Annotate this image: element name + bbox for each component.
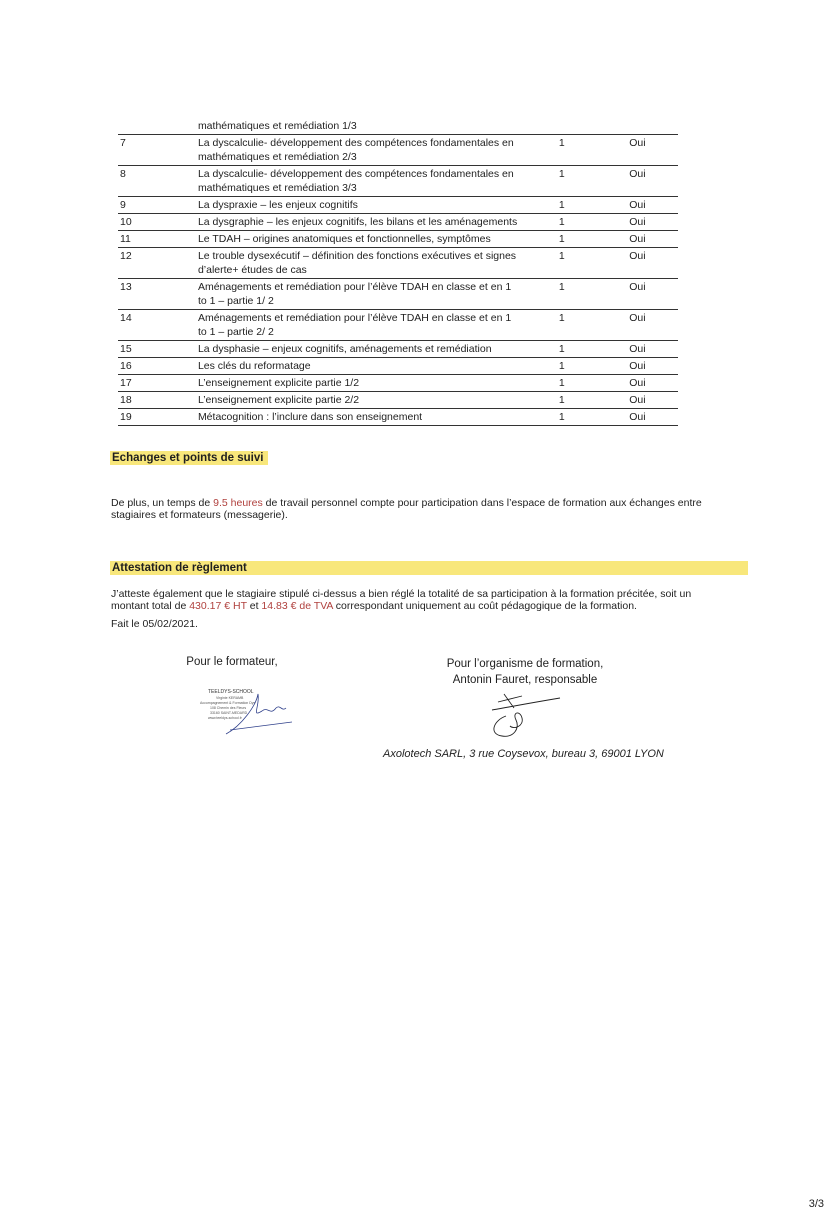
module-title-line: Métacognition : l’inclure dans son enseignement xyxy=(197,411,423,423)
org-address: Axolotech SARL, 3 rue Coysevox, bureau 3, 69001 LYON xyxy=(383,748,664,760)
module-title-line: La dysgraphie – les enjeux cognitifs, les bilans et les aménagements xyxy=(197,216,518,228)
attestation-heading: Attestation de règlement xyxy=(110,561,748,575)
module-title xyxy=(198,232,544,246)
table-row xyxy=(118,135,678,166)
module-title xyxy=(198,167,544,195)
module-duration: 1 xyxy=(558,168,565,180)
amount-tva: 14.83 € de TVA xyxy=(261,600,333,612)
module-title-line: Aménagements et remédiation pour l’élève TDAH en classe et en 1 xyxy=(197,312,512,324)
module-title-line: mathématiques et remédiation 3/3 xyxy=(197,182,357,194)
module-status: Oui xyxy=(629,233,646,245)
module-duration: 1 xyxy=(558,137,565,149)
module-status: Oui xyxy=(629,394,646,406)
module-number: 16 xyxy=(120,360,132,372)
hours-value: 9.5 heures xyxy=(213,497,263,509)
exchanges-heading: Echanges et points de suivi xyxy=(110,451,268,465)
table-row xyxy=(118,166,678,197)
module-title xyxy=(198,280,544,308)
table-row xyxy=(118,392,678,409)
module-number: 8 xyxy=(120,168,126,180)
module-number: 13 xyxy=(120,281,132,293)
module-number: 11 xyxy=(120,233,131,245)
modules-table xyxy=(118,118,678,426)
module-title-line: mathématiques et remédiation 2/3 xyxy=(197,151,357,163)
module-title xyxy=(198,136,544,164)
module-title xyxy=(198,342,544,356)
table-row xyxy=(118,310,678,341)
module-title xyxy=(198,198,544,212)
table-row xyxy=(118,409,678,426)
module-number: 15 xyxy=(120,343,132,355)
module-duration: 1 xyxy=(558,343,565,355)
module-title xyxy=(198,410,544,424)
module-title-line: to 1 – partie 1/ 2 xyxy=(197,295,274,307)
module-status: Oui xyxy=(629,216,646,228)
module-title-line: L’enseignement explicite partie 2/2 xyxy=(197,394,360,406)
trainer-stamp xyxy=(196,686,296,738)
module-status: Oui xyxy=(629,360,646,372)
module-number: 12 xyxy=(120,250,132,262)
module-title xyxy=(198,393,544,407)
org-signature xyxy=(484,690,564,740)
module-title xyxy=(198,215,544,229)
module-status: Oui xyxy=(629,168,646,180)
module-number: 9 xyxy=(120,199,126,211)
attestation-paragraph: J’atteste également que le stagiaire stipulé ci-dessus a bien réglé la totalité de sa participation à la formation précitée, soit un montant total de 430.17 € HT et 14.83 € de TVA correspondant uniquement au coût pédagogique de la formation. xyxy=(111,588,692,612)
handwritten-signature-icon xyxy=(484,690,564,740)
module-title-line: Le TDAH – origines anatomiques et fonctionnelles, symptômes xyxy=(197,233,491,245)
table-row xyxy=(118,197,678,214)
trainer-label: Pour le formateur, xyxy=(186,656,278,668)
module-title xyxy=(198,249,544,277)
module-title-line: La dyscalculie- développement des compétences fondamentales en xyxy=(197,137,514,149)
page-number: 3/3 xyxy=(808,1198,824,1210)
module-status: Oui xyxy=(629,250,646,262)
module-number: 18 xyxy=(120,394,132,406)
table-row xyxy=(118,214,678,231)
module-status: Oui xyxy=(629,199,646,211)
module-duration: 1 xyxy=(558,233,565,245)
table-row xyxy=(118,248,678,279)
module-duration: 1 xyxy=(558,360,565,372)
module-number: 17 xyxy=(120,377,132,389)
module-number: 7 xyxy=(120,137,126,149)
module-duration: 1 xyxy=(558,216,565,228)
module-number: 19 xyxy=(120,411,132,423)
module-title-line: La dyspraxie – les enjeux cognitifs xyxy=(197,199,358,211)
svg-text:Accompagnement & Formation Dys: Accompagnement & Formation Dys xyxy=(200,701,256,705)
module-status: Oui xyxy=(629,377,646,389)
module-title-line: Aménagements et remédiation pour l’élève TDAH en classe et en 1 xyxy=(197,281,512,293)
date-line: Fait le 05/02/2021. xyxy=(111,618,198,630)
module-title xyxy=(198,359,544,373)
module-duration: 1 xyxy=(558,312,565,324)
svg-text:TEELDYS-SCHOOL: TEELDYS-SCHOOL xyxy=(208,689,254,695)
svg-text:108 Chemin des Fleurs: 108 Chemin des Fleurs xyxy=(210,706,247,710)
module-status: Oui xyxy=(629,343,646,355)
module-number: 14 xyxy=(120,312,132,324)
module-title-line: Les clés du reformatage xyxy=(197,360,311,372)
module-duration: 1 xyxy=(558,281,565,293)
module-duration: 1 xyxy=(558,199,565,211)
table-row xyxy=(118,358,678,375)
module-title-line: La dysphasie – enjeux cognitifs, aménagements et remédiation xyxy=(197,343,492,355)
module-status: Oui xyxy=(629,411,646,423)
module-title xyxy=(198,376,544,390)
table-row-continuation xyxy=(118,118,678,135)
svg-text:33160 SAINT-MEDARD: 33160 SAINT-MEDARD xyxy=(210,711,248,715)
module-title-line: L’enseignement explicite partie 1/2 xyxy=(197,377,360,389)
module-duration: 1 xyxy=(558,394,565,406)
org-label: Pour l’organisme de formation, Antonin Fauret, responsable xyxy=(446,658,604,686)
module-number: 10 xyxy=(120,216,132,228)
module-title-line: d’alerte+ études de cas xyxy=(197,264,307,276)
module-title-line: Le trouble dysexécutif – définition des fonctions exécutives et signes xyxy=(197,250,517,262)
module-title: mathématiques et remédiation 1/3 xyxy=(197,120,357,132)
table-row xyxy=(118,279,678,310)
svg-text:Virginie KERAMB: Virginie KERAMB xyxy=(216,696,244,700)
module-title-line: La dyscalculie- développement des compétences fondamentales en xyxy=(197,168,514,180)
module-status: Oui xyxy=(629,281,646,293)
table-row xyxy=(118,341,678,358)
module-duration: 1 xyxy=(558,250,565,262)
table-row xyxy=(118,231,678,248)
table-row xyxy=(118,375,678,392)
exchanges-paragraph: De plus, un temps de 9.5 heures de travail personnel compte pour participation dans l’espace de formation aux échanges entre stagiaires et formateurs (messagerie). xyxy=(111,497,702,521)
module-status: Oui xyxy=(629,312,646,324)
module-duration: 1 xyxy=(558,411,565,423)
module-status: Oui xyxy=(629,137,646,149)
module-title-line: to 1 – partie 2/ 2 xyxy=(197,326,274,338)
module-title xyxy=(198,311,544,339)
amount-ht: 430.17 € HT xyxy=(189,600,247,612)
svg-text:www.teeldys-school.fr: www.teeldys-school.fr xyxy=(208,716,242,720)
module-duration: 1 xyxy=(558,377,565,389)
stamp-signature-icon xyxy=(196,686,296,738)
